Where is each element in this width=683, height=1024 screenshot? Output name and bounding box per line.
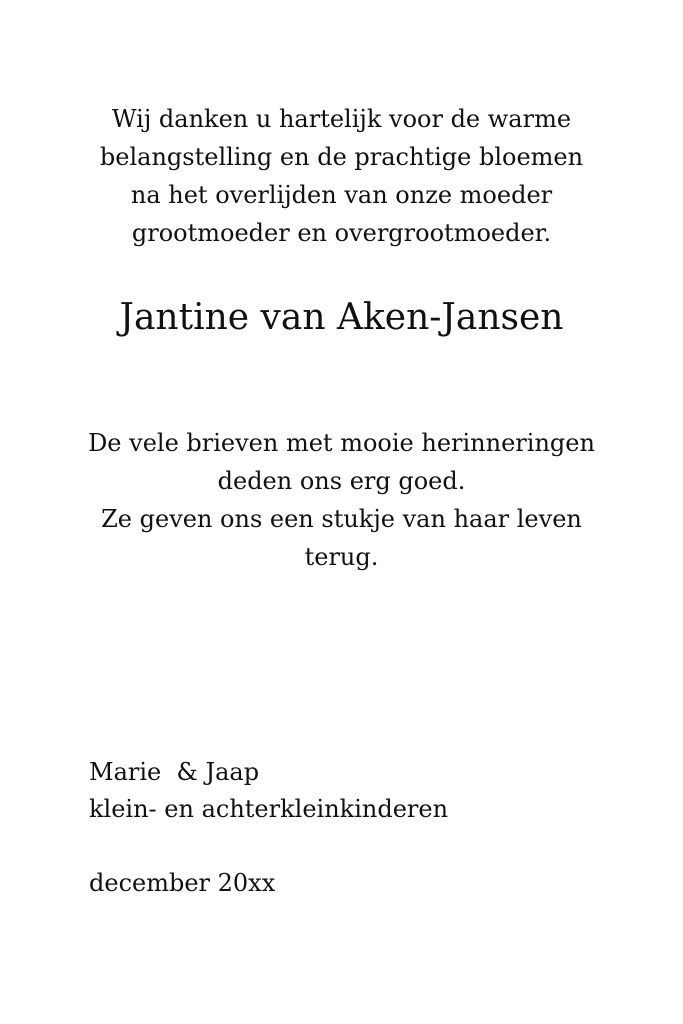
signoff-date: december 20xx bbox=[89, 869, 276, 897]
signoff-names: Marie & Jaap bbox=[89, 758, 260, 786]
intro-line: belangstelling en de prachtige bloemen bbox=[99, 143, 584, 171]
thanks-line: deden ons erg goed. bbox=[217, 467, 466, 495]
intro-paragraph bbox=[0, 100, 683, 252]
signoff-relatives: klein- en achterkleinkinderen bbox=[89, 795, 449, 823]
thanks-line: De vele brieven met mooie herinneringen bbox=[88, 429, 595, 457]
intro-line: grootmoeder en overgrootmoeder. bbox=[131, 219, 552, 247]
thanks-paragraph bbox=[0, 424, 683, 576]
signoff-spacer bbox=[89, 828, 649, 865]
deceased-name: Jantine van Aken-Jansen bbox=[119, 297, 564, 338]
intro-line: na het overlijden van onze moeder bbox=[130, 181, 553, 209]
signoff bbox=[89, 754, 649, 902]
intro-line: Wij danken u hartelijk voor de warme bbox=[111, 105, 572, 133]
thanks-line: terug. bbox=[304, 543, 379, 571]
thanks-line: Ze geven ons een stukje van haar leven bbox=[101, 505, 582, 533]
